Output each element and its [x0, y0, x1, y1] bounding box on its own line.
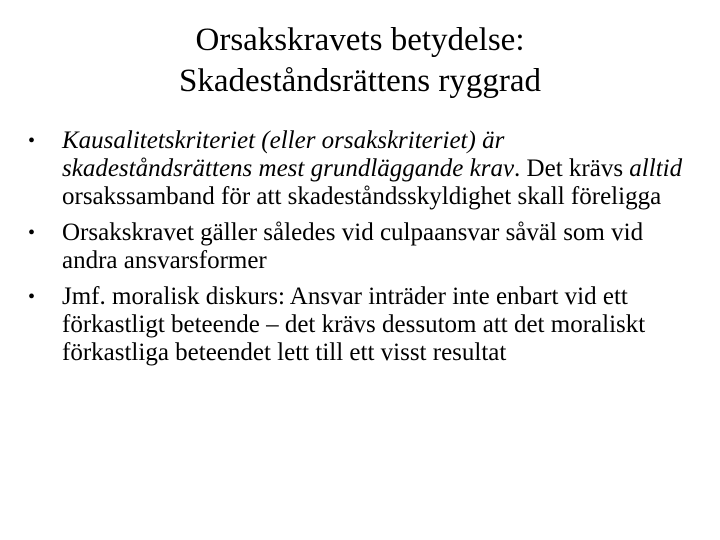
bullet-1-italic-alltid: alltid [629, 155, 683, 182]
bullet-icon: • [28, 130, 36, 152]
bullet-2-text: Orsakskravet gäller således vid culpaansvar såväl som vid andra ansvarsformer [62, 219, 644, 274]
title-line-1: Orsakskravets betydelse: [195, 22, 525, 58]
bullet-item-1 [28, 127, 698, 211]
bullet-1-text-b: orsakssamband för att skadeståndsskyldighet skall föreligga [62, 183, 662, 210]
bullet-icon: • [28, 222, 36, 244]
title-line-2: Skadeståndsrättens ryggrad [179, 63, 541, 99]
slide-title [0, 20, 720, 102]
bullet-item-2 [28, 219, 698, 275]
bullet-3-text: Jmf. moralisk diskurs: Ansvar inträder inte enbart vid ett förkastligt beteende – det krävs dessutom att det moraliskt förkastliga beteendet lett till ett visst resultat [62, 283, 646, 366]
bullet-item-3 [28, 283, 698, 367]
bullet-1-text-a: . Det krävs [514, 155, 630, 182]
bullet-icon: • [28, 286, 36, 308]
bullet-list [28, 127, 698, 375]
bullet-1-italic-text: Kausalitetskriteriet (eller orsakskriteriet) är skadeståndsrättens mest grundläggande krav [62, 127, 515, 182]
